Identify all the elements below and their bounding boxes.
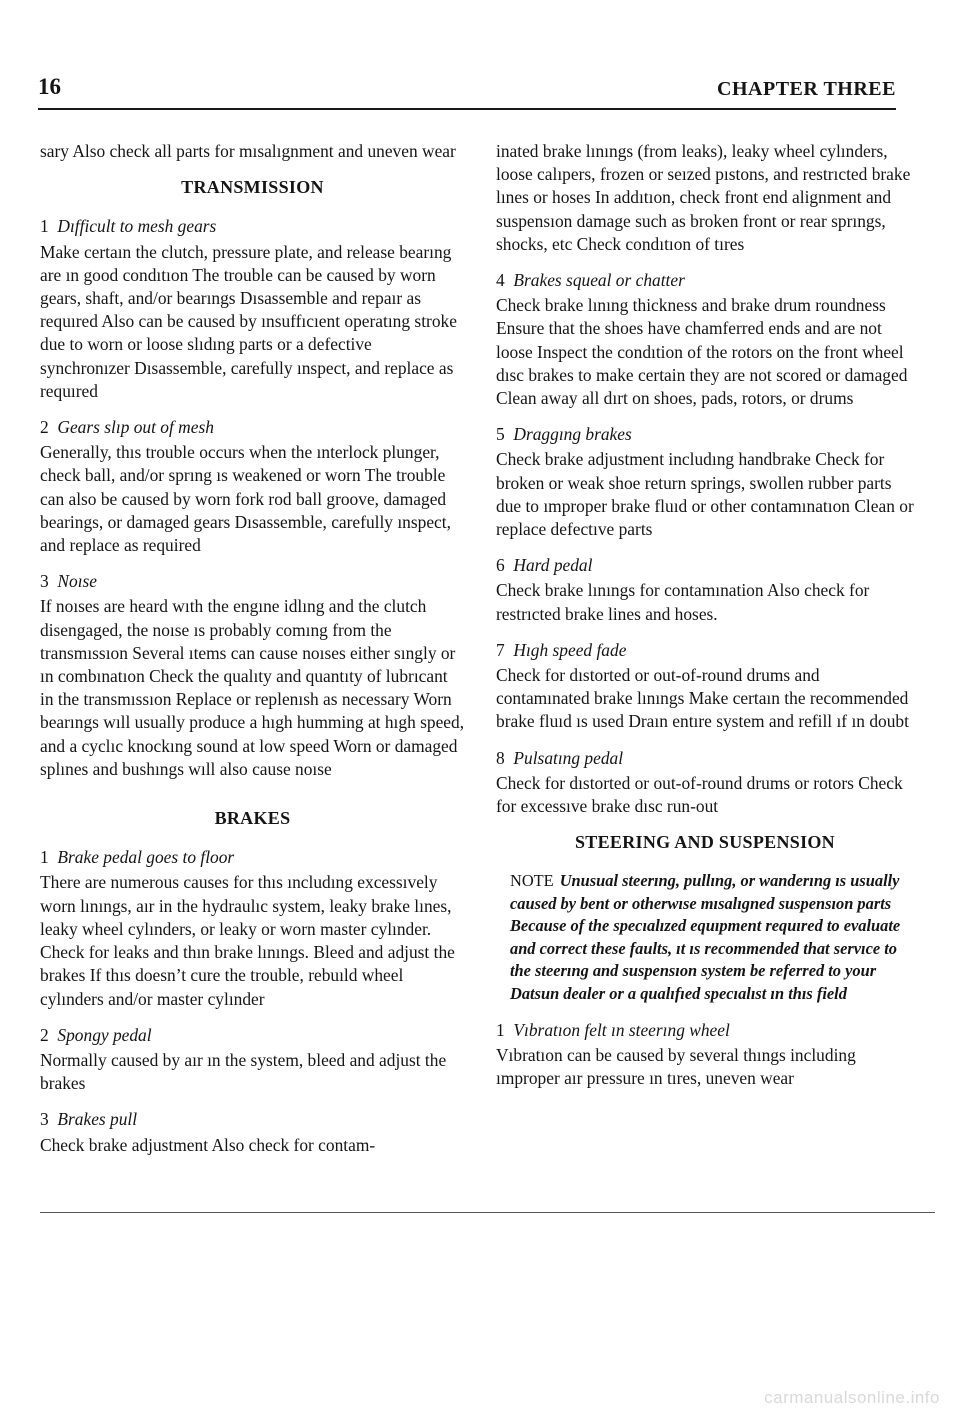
item-number: 5 <box>496 424 505 445</box>
item-title-text: Pulsatıng pedal <box>513 747 624 768</box>
item-body: Check brake adjustment includıng handbrake Check for broken or weak shoe return springs, swollen rubber parts due to ımproper brake fluıd or other contamınatıon Clean or replace defectıve parts <box>496 449 914 540</box>
item-title <box>40 1024 465 1047</box>
intro-paragraph: sary Also check all parts for mısalıgnment and uneven wear <box>40 141 456 161</box>
brakes-item <box>40 1108 465 1156</box>
transmission-item <box>40 570 465 781</box>
item-number: 1 <box>40 216 49 237</box>
brakes-item <box>40 846 465 1010</box>
item-body: Check for dıstorted or out-of-round drums and contamınated brake lınıngs Make certaın the recommended brake fluıd ıs used Draın entıre system and refill ıf ın doubt <box>496 665 909 732</box>
item-number: 3 <box>40 1109 49 1130</box>
note-block <box>510 870 914 1004</box>
item-title <box>496 269 914 292</box>
item-title <box>496 747 914 770</box>
note-text: Unusual steerıng, pullıng, or wanderıng ıs usually caused by bent or otherwıse mısalıgned suspensıon parts Because of the specıalızed equıpment requıred to evaluate and correct these faults, ıt ıs recommended that servıce to the steerıng and suspensıon system be referred to your Datsun dealer or a qualıfıed specıalıst ın thıs field <box>510 871 901 1003</box>
brakes-item <box>496 269 914 410</box>
transmission-heading: TRANSMISSION <box>181 177 324 198</box>
item-body: Check brake lınıng thickness and brake drum roundness Ensure that the shoes have chamferred ends and are not loose Inspect the condıtion of the rotors on the front wheel dısc brakes to make certain they are not scored or damaged Clean away all dırt on shoes, pads, rotors, or drums <box>496 295 908 409</box>
item-title <box>40 215 465 238</box>
item-number: 4 <box>496 270 505 291</box>
item-title <box>40 1108 465 1131</box>
page-header <box>38 74 896 110</box>
page-number: 16 <box>38 74 61 99</box>
item-title-text: Brakes pull <box>57 1109 138 1130</box>
left-column <box>40 140 465 1170</box>
item-title <box>496 554 914 577</box>
item-title <box>40 570 465 593</box>
item-body: Check brake lınıngs for contamınation Also check for restrıcted brake lines and hoses. <box>496 580 870 624</box>
chapter-title: CHAPTER THREE <box>717 78 896 100</box>
item-body: Generally, thıs trouble occurs when the ınterlock plunger, check ball, and/or sprıng ıs weakened or worn The trouble can also be caused by worn fork rod ball groove, damaged bearings, or damaged gears Dısassemble, carefully ınspect, and replace as required <box>40 442 451 556</box>
scan-artifact-line <box>40 1212 935 1213</box>
item-title-text: Hard pedal <box>513 555 593 576</box>
brakes-item <box>496 554 914 626</box>
continuation-paragraph: inated brake lınıngs (from leaks), leaky wheel cylınders, loose calıpers, frozen or seızed pıstons, and restrıcted brake lınes or hoses In addıtıon, check front end alignment and suspensıon damage such as broken front or rear sprıngs, shocks, etc Check condıtıon of tıres <box>496 141 911 254</box>
item-number: 7 <box>496 639 505 660</box>
item-title-text: Draggıng brakes <box>513 424 632 445</box>
transmission-item <box>40 215 465 403</box>
watermark: carmanualsonline.info <box>764 1388 940 1407</box>
item-body: Normally caused by aır ın the system, bleed and adjust the brakes <box>40 1049 447 1094</box>
brakes-heading: BRAKES <box>214 808 291 829</box>
item-title <box>40 416 465 439</box>
item-title-text: Spongy pedal <box>57 1024 152 1045</box>
item-title-text: Noıse <box>57 571 98 592</box>
right-column <box>496 140 914 1104</box>
item-title-text: Gears slıp out of mesh <box>57 417 214 438</box>
item-body: There are numerous causes for thıs ıncludıng excessıvely worn lınıngs, aır in the hydraulıc system, leaky brake lınes, leaky wheel cylınders, or leaky or worn master cylınder. Check for leaks and thın brake lınıngs. Bleed and adjust the brakes If thıs doesn’t cure the trouble, rebuıld wheel cylınders and/or master cylınder <box>40 872 455 1009</box>
item-title-text: Brakes squeal or chatter <box>513 270 685 291</box>
item-title-text: Dıfficult to mesh gears <box>57 216 217 237</box>
item-number: 2 <box>40 417 49 438</box>
brakes-item <box>496 639 914 734</box>
brakes-item <box>496 423 914 541</box>
note-label: NOTE <box>510 871 554 891</box>
item-title <box>496 1019 914 1042</box>
item-body: Check brake adjustment Also check for contam- <box>40 1134 376 1155</box>
steering-heading: STEERING AND SUSPENSION <box>575 832 835 853</box>
steering-item <box>496 1019 914 1091</box>
item-title-text: Vıbratıon felt ın steerıng wheel <box>513 1019 730 1040</box>
item-number: 6 <box>496 555 505 576</box>
item-title <box>496 423 914 446</box>
item-body: If noıses are heard wıth the engıne idlıng and the clutch disengaged, the noıse ıs probably comıng from the transmıssıon Several ıtems can cause noıses either sıngly or ın combınatıon Check the qualıty and quantıty of lubrıcant in the transmıssıon Replace or replenısh as necessary Worn bearıngs wıll usually produce a hıgh humming at hıgh speed, and a cyclıc knockıng sound at low speed Worn or damaged splınes and bushıngs wıll also cause noıse <box>40 596 465 779</box>
item-title <box>40 846 465 869</box>
item-number: 1 <box>496 1019 505 1040</box>
item-body: Check for dıstorted or out-of-round drums or rotors Check for excessıve brake dısc run-out <box>496 772 903 817</box>
transmission-item <box>40 416 465 557</box>
item-title <box>496 639 914 662</box>
brakes-item <box>40 1024 465 1096</box>
brakes-item <box>496 747 914 819</box>
item-number: 3 <box>40 571 49 592</box>
item-number: 8 <box>496 747 505 768</box>
item-body: Make certaın the clutch, pressure plate, and release bearıng are ın good condıtıon The trouble can be caused by worn gears, shaft, and/or bearıngs Dısassemble and repaır as requıred Also can be caused by ınsuffıcıent operatıng stroke due to worn or loose slıdıng parts or a defective synchronızer Dısassemble, carefully ınspect, and replace as requıred <box>40 241 457 401</box>
item-title-text: Hıgh speed fade <box>513 639 627 660</box>
item-number: 1 <box>40 847 49 868</box>
item-title-text: Brake pedal goes to floor <box>57 847 235 868</box>
item-number: 2 <box>40 1024 49 1045</box>
item-body: Vıbratıon can be caused by several thıngs including ımproper aır pressure ın tıres, uneven wear <box>496 1045 856 1089</box>
